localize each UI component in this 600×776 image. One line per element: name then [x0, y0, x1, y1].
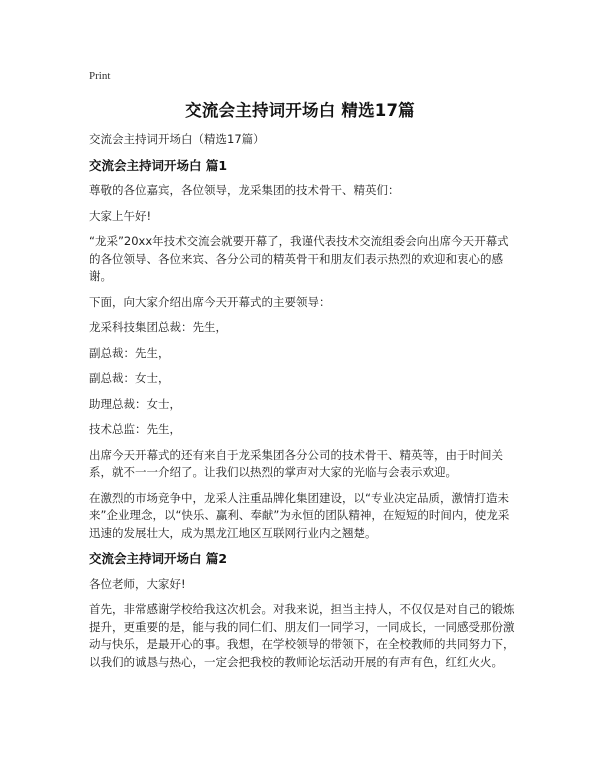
document-subtitle: 交流会主持词开场白（精选17篇） — [89, 132, 265, 146]
section-heading-1: 交流会主持词开场白 篇1 — [89, 157, 228, 173]
paragraph: 助理总裁：女士， — [89, 396, 181, 411]
paragraph: 首先，非常感谢学校给我这次机会。对我来说，担当主持人，不仅仅是对自己的锻炼提升，更重要的是，能与我的同仁们、朋友们一同学习，一同成长，一同感受那份激动与快乐，是最开心的事。我想，在学校领导的带领下，在全校教师的共同努力下，以我们的诚恳与热心，一定会把我校的教师论坛活动开展的有声有色，红红火火。 — [89, 602, 515, 669]
paragraph: 各位老师，大家好! — [89, 576, 186, 591]
paragraph: 技术总监：先生， — [89, 422, 181, 436]
paragraph: 出席今天开幕式的还有来自于龙采集团各分公司的技术骨干、精英等，由于时间关系，就不一一介绍了。让我们以热烈的掌声对大家的光临与会表示欢迎。 — [89, 447, 503, 479]
paragraph: 龙采科技集团总裁：先生， — [89, 320, 227, 334]
paragraph: 尊敬的各位嘉宾，各位领导，龙采集团的技术骨干、精英们： — [89, 183, 400, 197]
paragraph: “龙采”20xx年技术交流会就要开幕了，我谨代表技术交流组委会向出席今天开幕式的各位领导、各位来宾、各分公司的精英骨干和朋友们表示热烈的欢迎和衷心的感谢。 — [89, 234, 509, 283]
paragraph: 副总裁：女士， — [89, 371, 170, 385]
paragraph: 大家上午好! — [89, 208, 152, 223]
paragraph: 下面，向大家介绍出席今天开幕式的主要领导： — [89, 294, 331, 309]
section-heading-2: 交流会主持词开场白 篇2 — [89, 551, 228, 566]
page-title: 交流会主持词开场白 精选17篇 — [185, 101, 415, 120]
paragraph: 在激烈的市场竞争中，龙采人注重品牌化集团建设，以“专业决定品质，激情打造未来”企业理念，以“快乐、赢利、奉献”为永恒的团队精神，在短短的时间内，使龙采迅速的发展壮大，成为黑龙江地区互联网行业内之翘楚。 — [89, 490, 510, 540]
print-label: Print — [89, 70, 111, 82]
document-body — [89, 131, 515, 679]
paragraph: 副总裁：先生， — [89, 345, 170, 360]
